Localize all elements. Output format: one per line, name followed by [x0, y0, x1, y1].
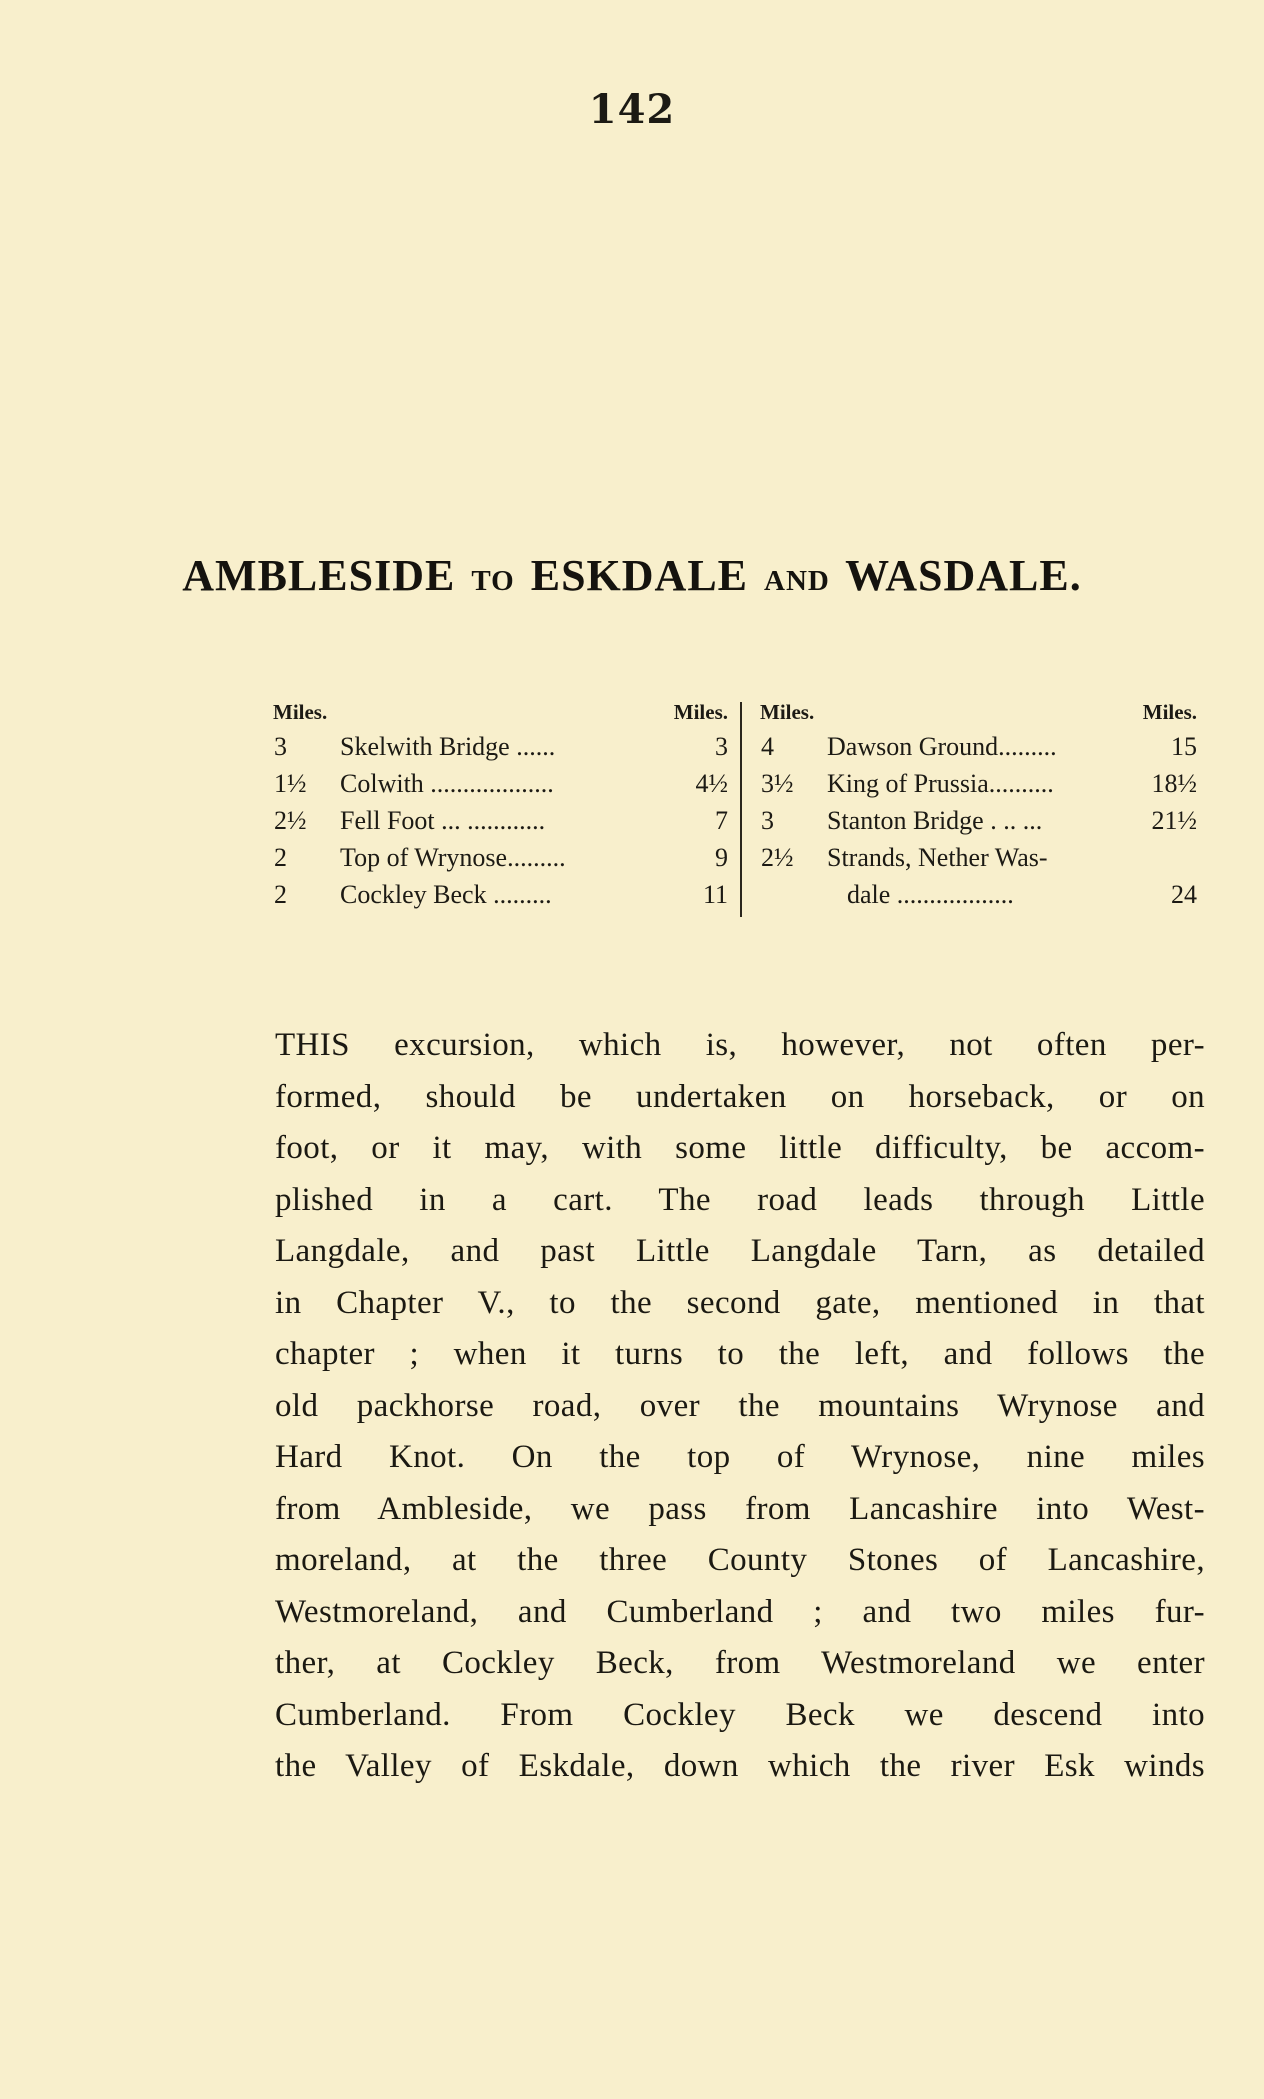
- text-line: old packhorse road, over the mountains Wrynose and: [275, 1387, 1205, 1424]
- place-name: Colwith ...................: [340, 769, 554, 798]
- place-name: Cockley Beck .........: [340, 880, 552, 909]
- table-row: [757, 732, 1197, 769]
- text-line: THIS excursion, which is, however, not often per-: [275, 1027, 1205, 1063]
- text-line: plished in a cart. The road leads through Little: [275, 1181, 1205, 1218]
- text-line: moreland, at the three County Stones of Lancashire,: [275, 1542, 1205, 1578]
- route-table: [270, 700, 1200, 925]
- column-divider: [740, 702, 742, 917]
- stage-distance: 3: [274, 732, 287, 761]
- route-table-left-column: [270, 700, 728, 917]
- route-table-right-column: [757, 700, 1197, 917]
- text-line: from Ambleside, we pass from Lancashire into West-: [275, 1490, 1205, 1527]
- stage-distance: 4: [761, 732, 774, 761]
- title-wasdale: WASDALE.: [845, 551, 1082, 600]
- total-distance: 4½: [695, 769, 728, 798]
- total-distance: 7: [715, 806, 728, 835]
- title-to: TO: [471, 565, 515, 597]
- title-eskdale: ESKDALE: [530, 551, 749, 600]
- total-distance: 3: [715, 732, 728, 761]
- total-distance: 21½: [1151, 806, 1197, 835]
- route-title: [0, 550, 1264, 601]
- table-header: [757, 700, 1197, 732]
- table-row: [757, 769, 1197, 806]
- header-miles-stage: Miles.: [760, 700, 815, 724]
- text-line: Langdale, and past Little Langdale Tarn, as detailed: [275, 1233, 1205, 1269]
- header-miles-total: Miles.: [1142, 700, 1197, 724]
- text-line: in Chapter V., to the second gate, mentioned in that: [275, 1284, 1205, 1321]
- stage-distance: 3: [761, 806, 774, 835]
- table-row: [270, 806, 728, 843]
- place-name: Top of Wrynose.........: [340, 843, 566, 872]
- total-distance: 18½: [1151, 769, 1197, 798]
- stage-distance: 2½: [761, 843, 794, 872]
- text-line: the Valley of Eskdale, down which the river Esk winds: [275, 1748, 1205, 1784]
- stage-distance: 2: [274, 843, 287, 872]
- table-row: [757, 806, 1197, 843]
- text-line: formed, should be undertaken on horseback, or on: [275, 1078, 1205, 1115]
- header-miles-total: Miles.: [673, 700, 728, 724]
- title-ambleside: AMBLESIDE: [182, 551, 456, 600]
- place-name: Fell Foot ... ............: [340, 806, 546, 835]
- place-name: King of Prussia..........: [827, 769, 1054, 798]
- stage-distance: 2: [274, 880, 287, 909]
- place-name: Skelwith Bridge ......: [340, 732, 556, 761]
- page-number: 142: [588, 86, 676, 133]
- place-name: Dawson Ground.........: [827, 732, 1057, 761]
- stage-distance: 3½: [761, 769, 794, 798]
- text-line: ther, at Cockley Beck, from Westmoreland we enter: [275, 1645, 1205, 1681]
- table-row: [757, 880, 1197, 917]
- title-and: AND: [764, 565, 830, 597]
- place-name: dale ..................: [847, 880, 1014, 909]
- stage-distance: 1½: [274, 769, 307, 798]
- text-line: chapter ; when it turns to the left, and follows the: [275, 1336, 1205, 1372]
- table-row: [270, 769, 728, 806]
- table-row: [270, 880, 728, 917]
- place-name: Stanton Bridge . .. ...: [827, 806, 1043, 835]
- text-line: Hard Knot. On the top of Wrynose, nine miles: [275, 1439, 1205, 1475]
- table-row: [270, 732, 728, 769]
- total-distance: 11: [702, 880, 728, 909]
- header-miles-stage: Miles.: [273, 700, 328, 724]
- text-line: foot, or it may, with some little difficulty, be accom-: [275, 1130, 1205, 1166]
- text-line: Westmoreland, and Cumberland ; and two miles fur-: [275, 1593, 1205, 1630]
- table-row: [757, 843, 1197, 880]
- total-distance: 15: [1171, 732, 1197, 761]
- place-name: Strands, Nether Was-: [827, 843, 1048, 872]
- table-header: [270, 700, 728, 732]
- text-line: Cumberland. From Cockley Beck we descend into: [275, 1696, 1205, 1733]
- total-distance: 9: [715, 843, 728, 872]
- body-paragraph: [275, 1020, 1205, 1793]
- stage-distance: 2½: [274, 806, 307, 835]
- total-distance: 24: [1171, 880, 1197, 909]
- table-row: [270, 843, 728, 880]
